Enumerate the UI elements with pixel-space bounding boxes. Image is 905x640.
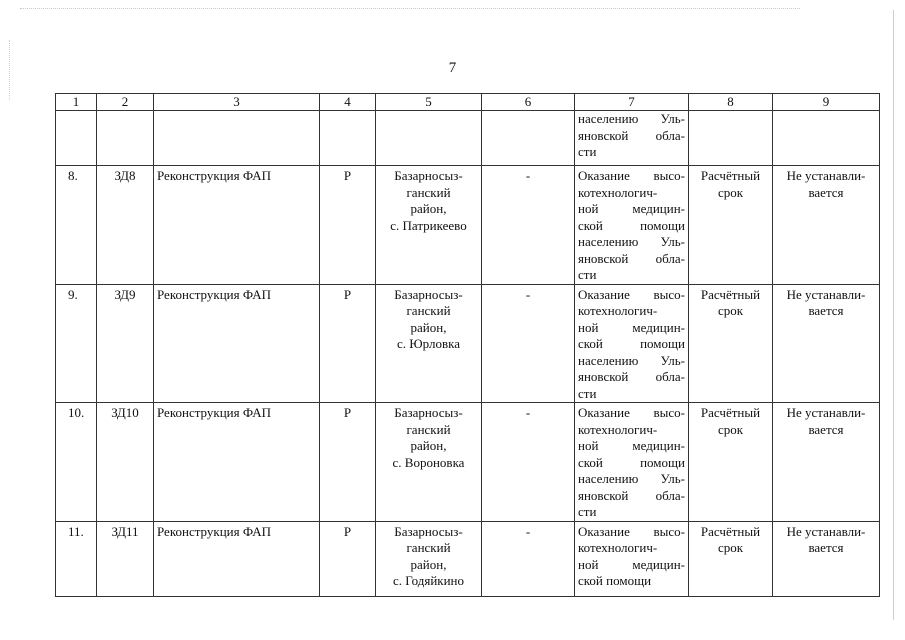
object-location [376, 521, 482, 596]
object-purpose [575, 284, 689, 403]
object-name: Реконструкция ФАП [154, 403, 320, 522]
page-number: 7 [448, 60, 457, 76]
purpose-line: Оказание высо- [578, 286, 685, 302]
header-cell-4: 4 [320, 94, 376, 111]
purpose-line: котехнологич- [578, 540, 658, 555]
purpose-line: ной медицин- [578, 438, 685, 453]
header-cell-2: 2 [97, 94, 154, 111]
header-row [56, 94, 880, 111]
location-line: район, [410, 201, 447, 216]
zone-info [773, 521, 880, 596]
object-name: Реконструкция ФАП [154, 166, 320, 285]
col6-value: - [482, 166, 575, 285]
header-cell-3: 3 [154, 94, 320, 111]
term-line: Расчётный [700, 523, 761, 539]
header-cell-1: 1 [56, 94, 97, 111]
table-row [56, 521, 880, 596]
location-line: с. Вороновка [392, 454, 465, 470]
implementation-term [689, 521, 773, 596]
object-name: Реконструкция ФАП [154, 521, 320, 596]
object-code: ЗД11 [97, 521, 154, 596]
purpose-line: населению Уль- [578, 471, 685, 486]
purpose-line: Оказание высо- [578, 405, 685, 420]
object-location [376, 166, 482, 285]
purpose-line: яновской обла- [578, 369, 685, 384]
purpose-line: ной медицин- [578, 319, 685, 335]
zone-info [773, 166, 880, 285]
implementation-term [689, 284, 773, 403]
location-line: ганский [406, 421, 451, 437]
purpose-line: котехнологич- [578, 421, 658, 437]
term-line: Расчётный [700, 286, 761, 302]
zone-line: Не устанавли- [786, 523, 866, 539]
location-line: Базарносыз- [394, 405, 463, 420]
zone-line: вается [808, 421, 844, 437]
zone-info [773, 284, 880, 403]
purpose-line: населению Уль- [578, 352, 685, 368]
table-row [56, 166, 880, 285]
purpose-line: котехнологич- [578, 184, 658, 200]
purpose-line: яновской обла- [578, 487, 685, 503]
location-line: с. Патрикеево [390, 217, 467, 233]
location-line: Базарносыз- [394, 286, 463, 302]
term-line: срок [717, 303, 744, 318]
location-line: Базарносыз- [394, 168, 463, 183]
cont-cell-9 [773, 111, 880, 166]
cont-cell-3 [154, 111, 320, 166]
object-name: Реконструкция ФАП [154, 284, 320, 403]
col6-value: - [482, 284, 575, 403]
location-line: район, [410, 556, 447, 572]
cont-purpose-line: сти [578, 144, 597, 159]
header-cell-9: 9 [773, 94, 880, 111]
zone-line: вается [808, 184, 844, 200]
term-line: Расчётный [700, 168, 761, 183]
location-line: ганский [406, 540, 451, 555]
object-location [376, 403, 482, 522]
purpose-line: ской помощи [578, 336, 685, 351]
purpose-line: ной медицин- [578, 556, 685, 572]
implementation-term [689, 166, 773, 285]
purpose-line: населению Уль- [578, 234, 685, 249]
zone-info [773, 403, 880, 522]
location-line: Базарносыз- [394, 523, 463, 539]
object-type: Р [320, 521, 376, 596]
cont-cell-4 [320, 111, 376, 166]
cont-purpose-cell [575, 111, 689, 166]
term-line: Расчётный [700, 405, 761, 420]
purpose-line: Оказание высо- [578, 168, 685, 183]
object-location [376, 284, 482, 403]
header-cell-8: 8 [689, 94, 773, 111]
header-cell-5: 5 [376, 94, 482, 111]
term-line: срок [717, 184, 744, 200]
term-line: срок [717, 421, 744, 437]
purpose-line: сти [578, 385, 597, 401]
location-line: с. Годяйкино [392, 573, 465, 588]
purpose-line: сти [578, 504, 597, 519]
purpose-line: Оказание высо- [578, 523, 685, 539]
header-cell-7: 7 [575, 94, 689, 111]
cont-cell-2 [97, 111, 154, 166]
object-type: Р [320, 284, 376, 403]
location-line: ганский [406, 303, 451, 318]
location-line: с. Юрловка [397, 336, 460, 351]
scan-artifact-right [893, 10, 894, 620]
col6-value: - [482, 403, 575, 522]
objects-table [55, 93, 880, 597]
object-purpose [575, 403, 689, 522]
object-type: Р [320, 166, 376, 285]
table-row [56, 403, 880, 522]
row-number: 8. [56, 166, 97, 285]
object-purpose [575, 166, 689, 285]
row-number: 9. [56, 284, 97, 403]
cont-purpose-line: яновской обла- [578, 127, 685, 143]
implementation-term [689, 403, 773, 522]
row-number: 11. [56, 521, 97, 596]
cont-cell-5 [376, 111, 482, 166]
object-code: ЗД9 [97, 284, 154, 403]
object-purpose [575, 521, 689, 596]
location-line: район, [410, 319, 447, 335]
zone-line: вается [808, 303, 844, 318]
header-cell-6: 6 [482, 94, 575, 111]
purpose-line: сти [578, 267, 597, 282]
purpose-line: ской помощи [578, 454, 685, 470]
purpose-line: ской помощи [578, 217, 685, 233]
row-number: 10. [56, 403, 97, 522]
purpose-line: котехнологич- [578, 303, 658, 318]
cont-cell-8 [689, 111, 773, 166]
object-code: ЗД8 [97, 166, 154, 285]
purpose-line: ной медицин- [578, 201, 685, 216]
zone-line: Не устанавли- [786, 286, 866, 302]
cont-cell-6 [482, 111, 575, 166]
table-row [56, 284, 880, 403]
zone-line: Не устанавли- [786, 405, 866, 420]
continuation-row [56, 111, 880, 166]
cont-purpose-line: населению Уль- [578, 111, 685, 126]
purpose-line: ской помощи [578, 573, 652, 588]
object-code: ЗД10 [97, 403, 154, 522]
col6-value: - [482, 521, 575, 596]
zone-line: Не устанавли- [786, 168, 866, 183]
term-line: срок [717, 540, 744, 555]
location-line: район, [410, 438, 447, 453]
scan-artifact-top [20, 8, 800, 9]
location-line: ганский [406, 184, 451, 200]
purpose-line: яновской обла- [578, 250, 685, 266]
object-type: Р [320, 403, 376, 522]
cont-cell-1 [56, 111, 97, 166]
zone-line: вается [808, 540, 844, 555]
